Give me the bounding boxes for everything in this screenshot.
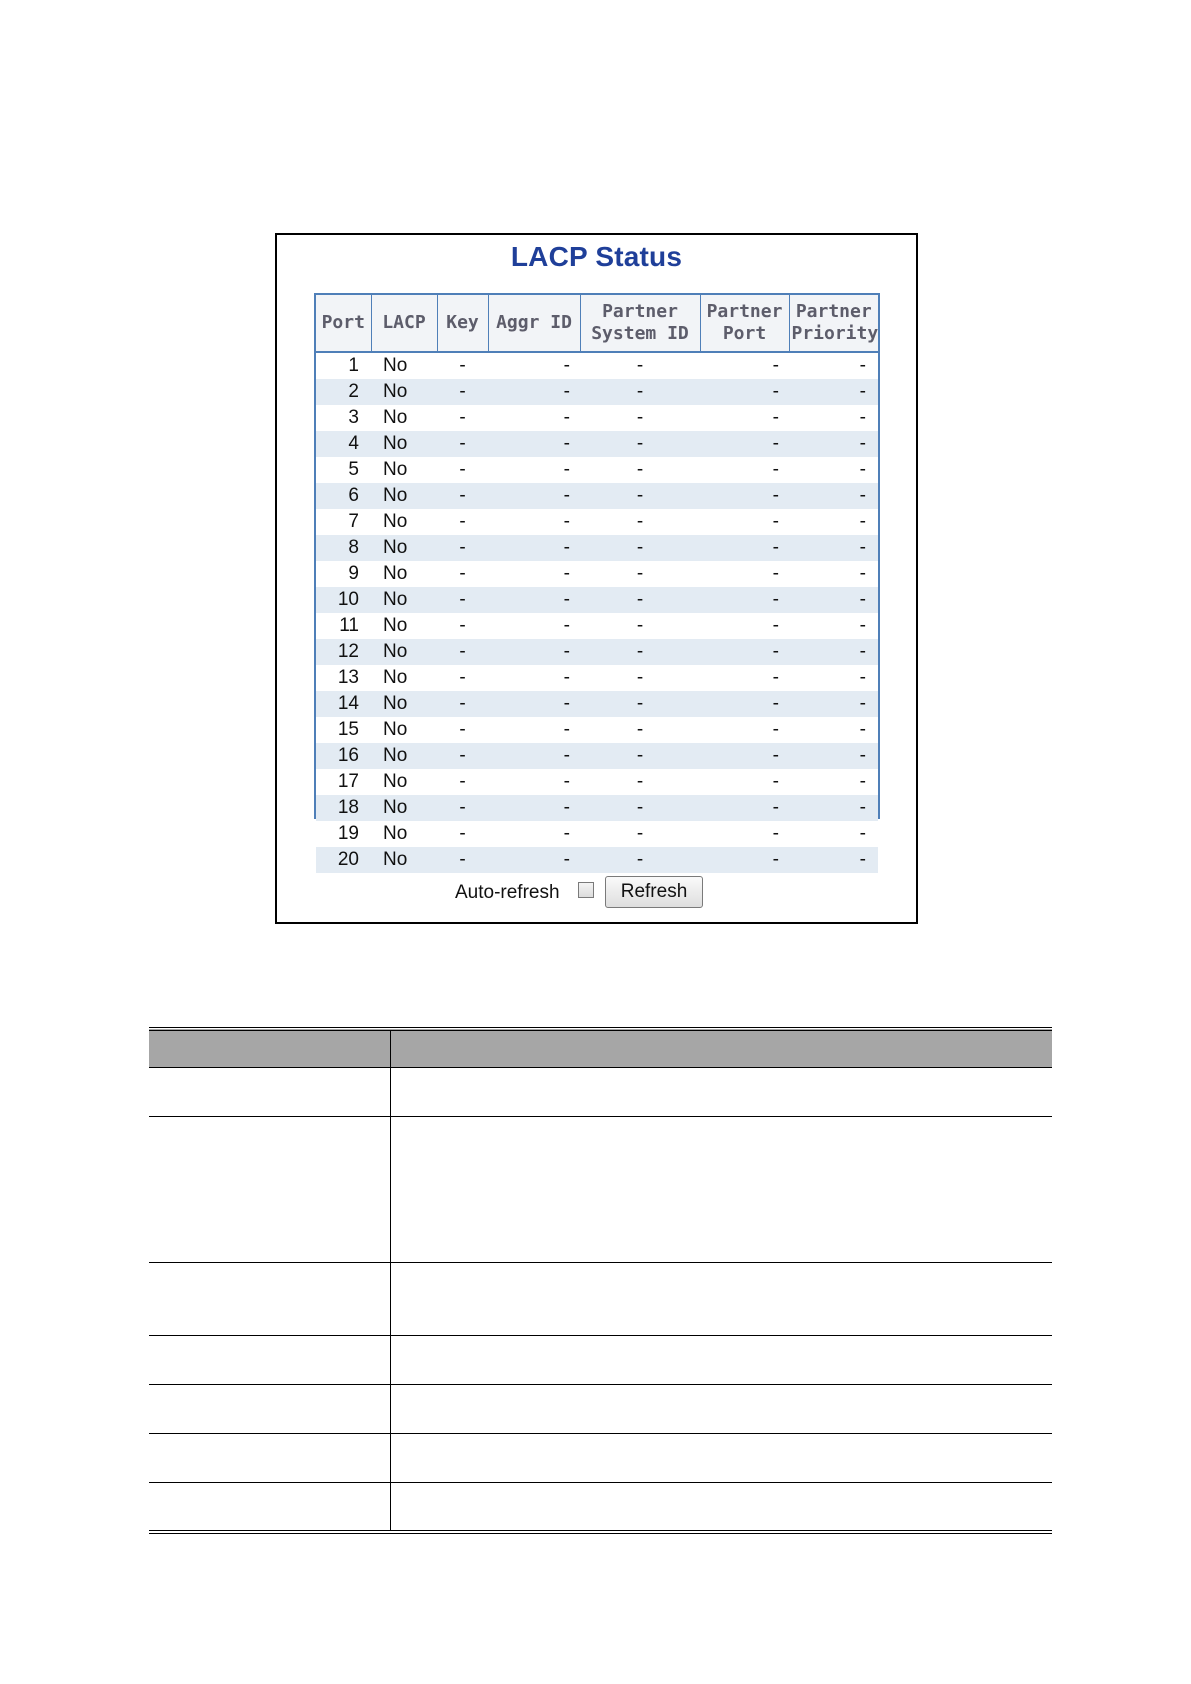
aggr-id-cell: - (488, 847, 580, 873)
lacp-status-table-container (314, 293, 880, 870)
partner-priority-cell: - (789, 405, 878, 431)
partner-system-id-cell: - (580, 743, 700, 769)
table-row (316, 639, 878, 665)
partner-port-cell: - (700, 795, 789, 821)
partner-system-id-cell: - (580, 665, 700, 691)
aggr-id-cell: - (488, 405, 580, 431)
port-cell: 9 (316, 561, 371, 587)
partner-system-id-cell: - (580, 431, 700, 457)
description-row (149, 1336, 1052, 1385)
auto-refresh-label: Auto-refresh (455, 882, 560, 903)
partner-port-cell: - (700, 639, 789, 665)
key-cell: - (437, 405, 488, 431)
partner-system-id-cell: - (580, 717, 700, 743)
table-row (316, 717, 878, 743)
port-cell: 2 (316, 379, 371, 405)
partner-system-id-cell: - (580, 587, 700, 613)
partner-priority-cell: - (789, 795, 878, 821)
table-row (316, 821, 878, 847)
key-cell: - (437, 691, 488, 717)
partner-system-id-cell: - (580, 639, 700, 665)
partner-system-id-cell: - (580, 613, 700, 639)
partner-priority-cell: - (789, 613, 878, 639)
partner-port-cell: - (700, 769, 789, 795)
partner-priority-cell: - (789, 743, 878, 769)
aggr-id-cell: - (488, 431, 580, 457)
partner-system-id-cell: - (580, 483, 700, 509)
partner-priority-cell: - (789, 535, 878, 561)
aggr-id-cell: - (488, 587, 580, 613)
lacp-cell: No (371, 821, 437, 847)
key-cell: - (437, 717, 488, 743)
partner-system-id-cell: - (580, 795, 700, 821)
port-cell: 8 (316, 535, 371, 561)
partner-priority-cell: - (789, 509, 878, 535)
column-header-partner-system-id: Partner System ID (580, 295, 700, 352)
table-row (316, 483, 878, 509)
object-description-table (149, 1027, 1052, 1534)
lacp-cell: No (371, 405, 437, 431)
port-cell: 19 (316, 821, 371, 847)
key-cell: - (437, 613, 488, 639)
partner-port-cell: - (700, 431, 789, 457)
partner-priority-cell: - (789, 665, 878, 691)
description-header-row (149, 1029, 1052, 1068)
description-row (149, 1117, 1052, 1263)
port-cell: 3 (316, 405, 371, 431)
table-row (316, 561, 878, 587)
port-cell: 14 (316, 691, 371, 717)
table-row (316, 431, 878, 457)
key-cell: - (437, 457, 488, 483)
key-cell: - (437, 665, 488, 691)
partner-priority-cell: - (789, 821, 878, 847)
port-cell: 11 (316, 613, 371, 639)
port-cell: 12 (316, 639, 371, 665)
port-cell: 4 (316, 431, 371, 457)
key-cell: - (437, 509, 488, 535)
lacp-cell: No (371, 431, 437, 457)
partner-priority-cell: - (789, 561, 878, 587)
partner-system-id-cell: - (580, 405, 700, 431)
partner-port-cell: - (700, 613, 789, 639)
partner-port-cell: - (700, 847, 789, 873)
partner-priority-cell: - (789, 587, 878, 613)
port-cell: 6 (316, 483, 371, 509)
aggr-id-cell: - (488, 691, 580, 717)
partner-port-cell: - (700, 457, 789, 483)
table-row (316, 405, 878, 431)
table-row (316, 795, 878, 821)
lacp-cell: No (371, 587, 437, 613)
key-cell: - (437, 352, 488, 379)
key-cell: - (437, 561, 488, 587)
table-row (316, 691, 878, 717)
table-row (316, 352, 878, 379)
key-cell: - (437, 483, 488, 509)
partner-priority-cell: - (789, 457, 878, 483)
partner-port-cell: - (700, 379, 789, 405)
partner-port-cell: - (700, 587, 789, 613)
refresh-controls (277, 876, 916, 910)
key-cell: - (437, 379, 488, 405)
key-cell: - (437, 431, 488, 457)
partner-system-id-cell: - (580, 691, 700, 717)
aggr-id-cell: - (488, 795, 580, 821)
partner-priority-cell: - (789, 847, 878, 873)
table-row (316, 535, 878, 561)
partner-system-id-cell: - (580, 821, 700, 847)
port-cell: 7 (316, 509, 371, 535)
key-cell: - (437, 847, 488, 873)
partner-system-id-cell: - (580, 561, 700, 587)
aggr-id-cell: - (488, 639, 580, 665)
lacp-cell: No (371, 795, 437, 821)
partner-port-cell: - (700, 535, 789, 561)
lacp-cell: No (371, 613, 437, 639)
partner-priority-cell: - (789, 352, 878, 379)
lacp-cell: No (371, 743, 437, 769)
table-row (316, 509, 878, 535)
port-cell: 17 (316, 769, 371, 795)
column-header-port: Port (316, 295, 371, 352)
description-row (149, 1434, 1052, 1483)
aggr-id-cell: - (488, 483, 580, 509)
aggr-id-cell: - (488, 352, 580, 379)
lacp-cell: No (371, 561, 437, 587)
partner-system-id-cell: - (580, 379, 700, 405)
key-cell: - (437, 743, 488, 769)
partner-port-cell: - (700, 509, 789, 535)
partner-priority-cell: - (789, 691, 878, 717)
lacp-cell: No (371, 509, 437, 535)
aggr-id-cell: - (488, 535, 580, 561)
partner-priority-cell: - (789, 379, 878, 405)
lacp-cell: No (371, 665, 437, 691)
lacp-cell: No (371, 352, 437, 379)
aggr-id-cell: - (488, 769, 580, 795)
table-row (316, 847, 878, 873)
table-row (316, 769, 878, 795)
column-header-lacp: LACP (371, 295, 437, 352)
partner-priority-cell: - (789, 483, 878, 509)
partner-port-cell: - (700, 561, 789, 587)
port-cell: 1 (316, 352, 371, 379)
key-cell: - (437, 587, 488, 613)
description-row (149, 1263, 1052, 1336)
description-header-object (149, 1029, 390, 1068)
partner-port-cell: - (700, 483, 789, 509)
aggr-id-cell: - (488, 743, 580, 769)
lacp-status-panel (275, 233, 918, 924)
description-row (149, 1068, 1052, 1117)
lacp-status-table (316, 295, 878, 873)
lacp-cell: No (371, 535, 437, 561)
table-row (316, 457, 878, 483)
key-cell: - (437, 639, 488, 665)
port-cell: 18 (316, 795, 371, 821)
partner-port-cell: - (700, 665, 789, 691)
auto-refresh-checkbox[interactable] (578, 882, 594, 898)
lacp-cell: No (371, 457, 437, 483)
lacp-cell: No (371, 483, 437, 509)
partner-system-id-cell: - (580, 509, 700, 535)
page-title: LACP Status (510, 241, 683, 272)
port-cell: 10 (316, 587, 371, 613)
lacp-cell: No (371, 691, 437, 717)
lacp-cell: No (371, 769, 437, 795)
partner-priority-cell: - (789, 717, 878, 743)
table-row (316, 743, 878, 769)
column-header-aggr-id: Aggr ID (488, 295, 580, 352)
partner-system-id-cell: - (580, 457, 700, 483)
refresh-button[interactable]: Refresh (605, 876, 703, 908)
aggr-id-cell: - (488, 613, 580, 639)
partner-port-cell: - (700, 717, 789, 743)
port-cell: 13 (316, 665, 371, 691)
aggr-id-cell: - (488, 509, 580, 535)
aggr-id-cell: - (488, 665, 580, 691)
table-header-row (316, 295, 878, 352)
aggr-id-cell: - (488, 717, 580, 743)
partner-priority-cell: - (789, 769, 878, 795)
partner-port-cell: - (700, 821, 789, 847)
partner-port-cell: - (700, 743, 789, 769)
key-cell: - (437, 769, 488, 795)
table-row (316, 379, 878, 405)
port-cell: 5 (316, 457, 371, 483)
column-header-key: Key (437, 295, 488, 352)
port-cell: 15 (316, 717, 371, 743)
aggr-id-cell: - (488, 379, 580, 405)
lacp-cell: No (371, 717, 437, 743)
key-cell: - (437, 795, 488, 821)
aggr-id-cell: - (488, 457, 580, 483)
aggr-id-cell: - (488, 821, 580, 847)
description-row (149, 1483, 1052, 1532)
lacp-status-table-body (316, 352, 878, 873)
aggr-id-cell: - (488, 561, 580, 587)
description-header-description (390, 1029, 1052, 1068)
lacp-cell: No (371, 847, 437, 873)
port-cell: 20 (316, 847, 371, 873)
lacp-cell: No (371, 639, 437, 665)
key-cell: - (437, 535, 488, 561)
partner-port-cell: - (700, 352, 789, 379)
port-cell: 16 (316, 743, 371, 769)
table-row (316, 587, 878, 613)
table-row (316, 665, 878, 691)
partner-priority-cell: - (789, 639, 878, 665)
column-header-partner-priority: Partner Priority (789, 295, 878, 352)
partner-port-cell: - (700, 691, 789, 717)
lacp-cell: No (371, 379, 437, 405)
partner-system-id-cell: - (580, 352, 700, 379)
partner-priority-cell: - (789, 431, 878, 457)
table-row (316, 613, 878, 639)
partner-port-cell: - (700, 405, 789, 431)
partner-system-id-cell: - (580, 769, 700, 795)
key-cell: - (437, 821, 488, 847)
description-row (149, 1385, 1052, 1434)
column-header-partner-port: Partner Port (700, 295, 789, 352)
partner-system-id-cell: - (580, 847, 700, 873)
partner-system-id-cell: - (580, 535, 700, 561)
